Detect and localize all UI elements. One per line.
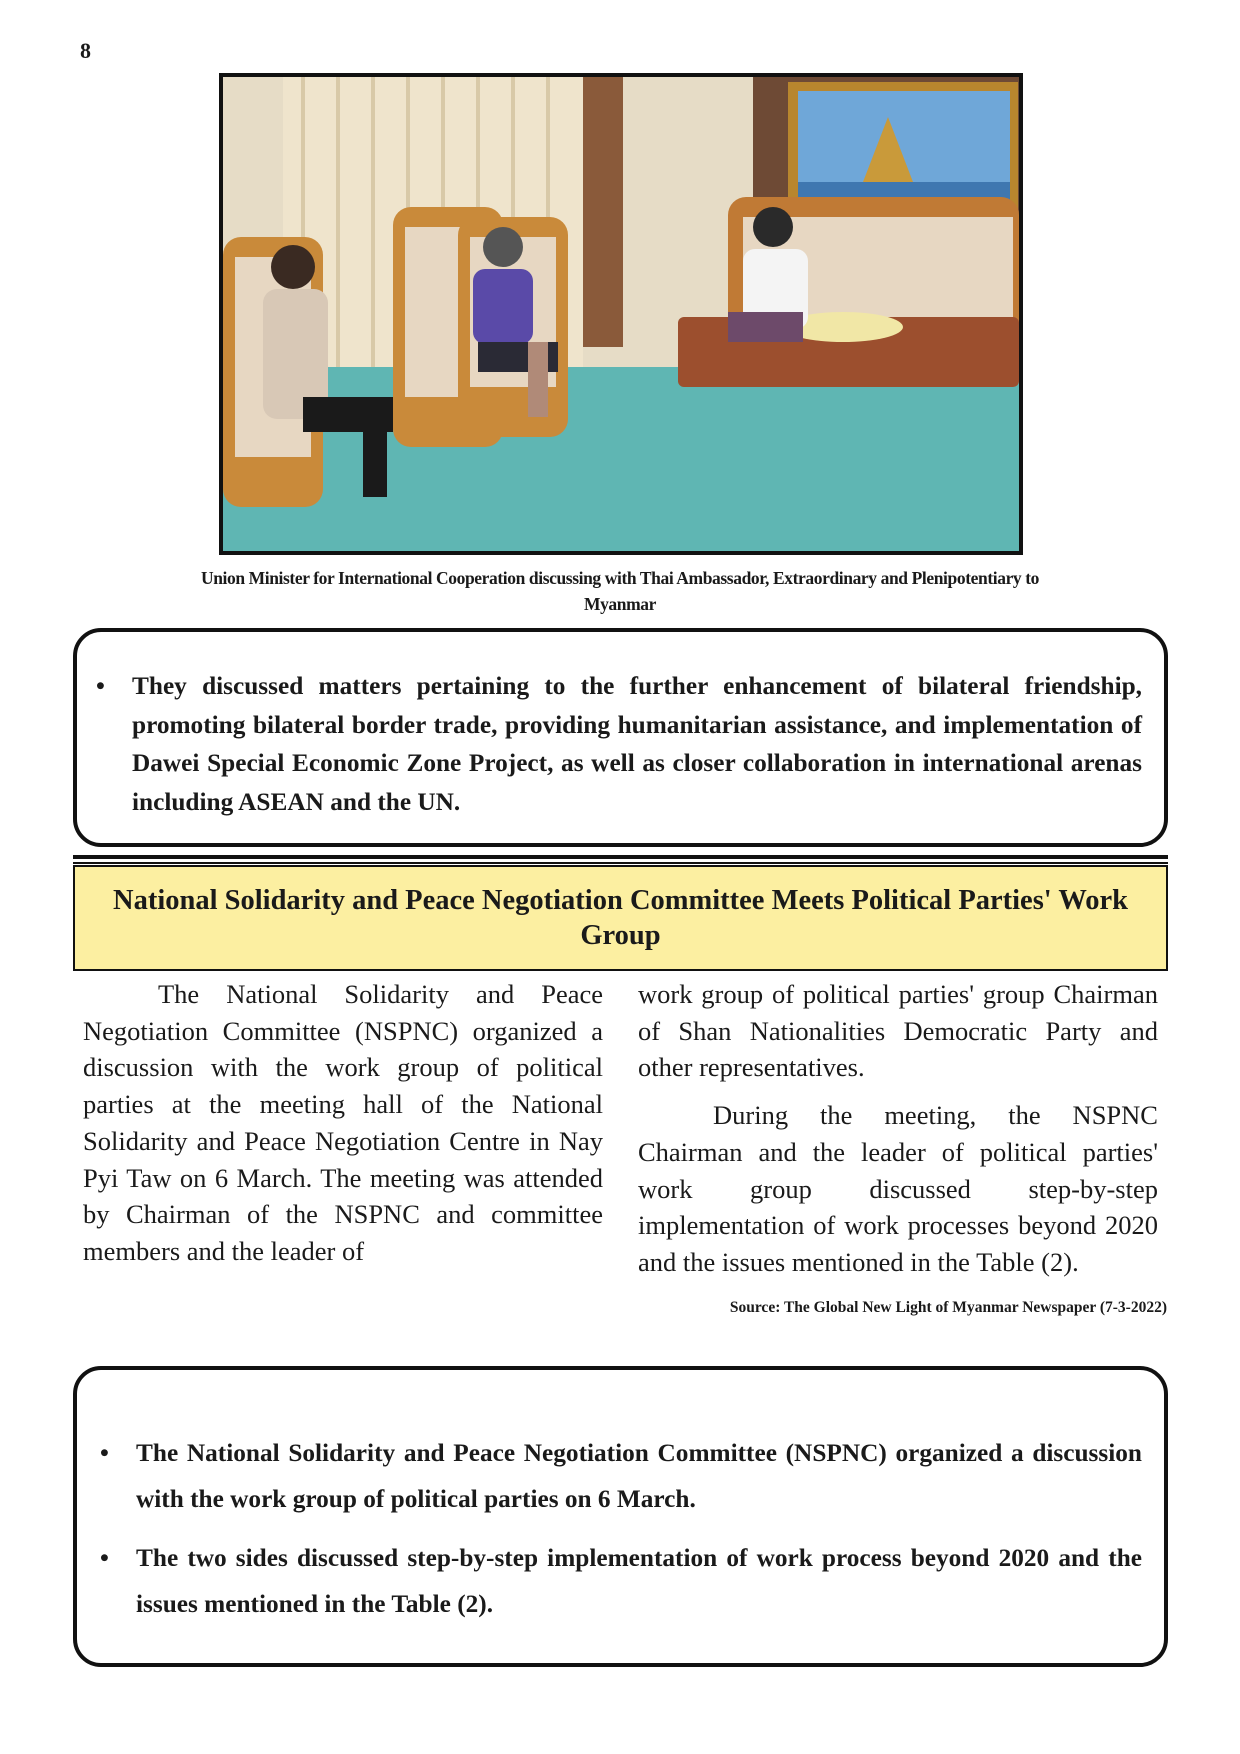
section-divider-thin xyxy=(73,862,1168,864)
summary-bullet: • The two sides discussed step-by-step implementation of work process beyond 2020 and the issues mentioned in the Table (2). xyxy=(136,1535,1142,1627)
meeting-photo xyxy=(219,73,1023,555)
section-divider xyxy=(73,855,1168,859)
photo-caption: Union Minister for International Cooperation discussing with Thai Ambassador, Extraordinary and Plenipotentiary to Myanmar xyxy=(200,568,1040,614)
article-source: Source: The Global New Light of Myanmar Newspaper (7-3-2022) xyxy=(729,1299,1167,1316)
summary-bullet: • They discussed matters pertaining to the further enhancement of bilateral friendship, promoting bilateral border trade, providing humanitarian assistance, and implementation of Dawei Special Economic Zone Project, as well as closer collaboration in international arenas including ASEAN and the UN. xyxy=(132,667,1142,821)
summary-box-top xyxy=(73,628,1168,847)
summary-bullet: • The National Solidarity and Peace Negotiation Committee (NSPNC) organized a discussion with the work group of political parties on 6 March. xyxy=(136,1430,1142,1522)
article-headline: National Solidarity and Peace Negotiation Committee Meets Political Parties' Work Group xyxy=(73,865,1168,971)
summary-box-bottom xyxy=(73,1366,1168,1667)
article-column-left xyxy=(83,976,603,1270)
meeting-photo-illustration xyxy=(223,77,1019,551)
article-column-right xyxy=(638,976,1158,1281)
page-number: 8 xyxy=(80,38,91,63)
article-paragraph: During the meeting, the NSPNC Chairman and the leader of political parties' work group discussed step-by-step implementation of work processes beyond 2020 and the issues mentioned in the Table (2). xyxy=(638,1100,1158,1277)
article-paragraph-continued: work group of political parties' group Chairman of Shan Nationalities Democratic Party and other representatives. xyxy=(638,979,1158,1083)
article-paragraph: The National Solidarity and Peace Negotiation Committee (NSPNC) organized a discussion with the work group of political parties at the meeting hall of the National Solidarity and Peace Negotiation Centre in Nay Pyi Taw on 6 March. The meeting was attended by Chairman of the NSPNC and committee members and the leader of xyxy=(83,979,603,1266)
